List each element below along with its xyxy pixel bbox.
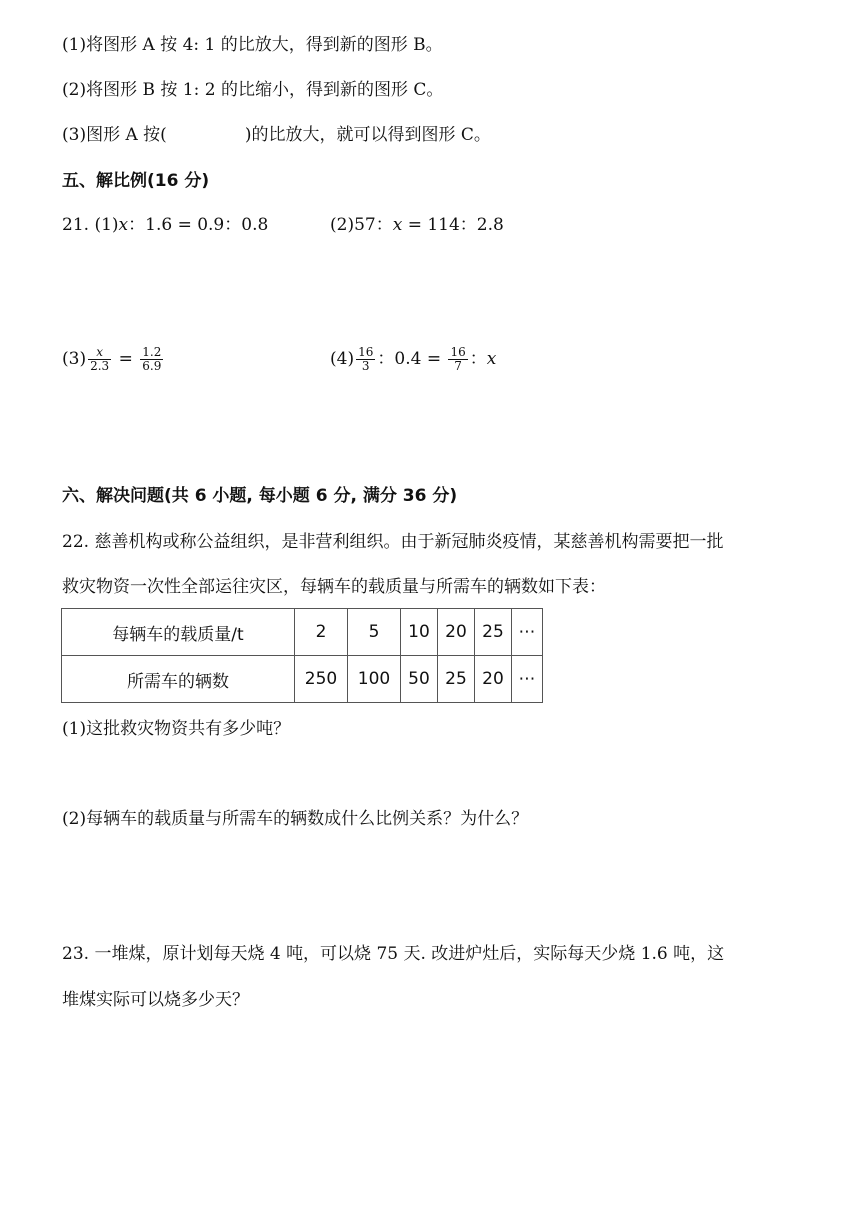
q20-part3-end: )的比放大，就可以得到图形 C。 <box>244 125 491 145</box>
table-cell: 10 <box>401 609 438 656</box>
section5-heading: 五、解比例(16 分) <box>62 171 210 191</box>
fraction-1.2-over-6.9: $\frac{1.2}{6.9}$ <box>142 345 162 373</box>
q20-part1: (1)将图形 A 按 4: 1 的比放大，得到新的图形 B。 <box>62 35 443 55</box>
table-cell: 250 <box>295 656 348 703</box>
q23-text-line2: 堆煤实际可以烧多少天？ <box>62 990 249 1010</box>
q21-part1 <box>62 213 268 237</box>
table-cell: 2 <box>295 609 348 656</box>
table-row-header: 每辆车的载质量/t <box>62 609 295 656</box>
q22-text-line2: 救灾物资一次性全部运往灾区，每辆车的载质量与所需车的辆数如下表： <box>62 577 606 597</box>
q21-part3-label: (3) <box>62 349 87 369</box>
q21-part1-rest: ：1.6 = 0.9：0.8 <box>128 215 269 235</box>
q20-part3 <box>62 123 491 147</box>
table-row-header: 所需车的辆数 <box>62 656 295 703</box>
section6-heading: 六、解决问题(共 6 小题, 每小题 6 分, 满分 36 分) <box>62 486 458 506</box>
q20-part2: (2)将图形 B 按 1: 2 的比缩小，得到新的图形 C。 <box>62 80 444 100</box>
load-vehicles-table <box>61 608 543 703</box>
table-cell: 25 <box>438 656 475 703</box>
fraction-16-over-7: $\frac{16}{7}$ <box>450 345 466 373</box>
table-cell: 20 <box>475 656 512 703</box>
q23-text-line1: 23. 一堆煤，原计划每天烧 4 吨，可以烧 75 天. 改进炉灶后，实际每天少烧 1.6 吨，这 <box>62 944 725 964</box>
q21-part2 <box>330 213 504 237</box>
q22-subquestion-2: (2)每辆车的载质量与所需车的辆数成什么比例关系？为什么？ <box>62 809 529 829</box>
table-cell: 25 <box>475 609 512 656</box>
q22-subquestion-1: (1)这批救灾物资共有多少吨？ <box>62 719 291 739</box>
table-cell: 5 <box>348 609 401 656</box>
table-cell: 100 <box>348 656 401 703</box>
fraction-x-over-2.3: $\frac{x}{2.3}$ <box>90 345 110 373</box>
q21-part4-label: (4) <box>330 349 355 369</box>
q21-label: 21. (1) <box>62 215 119 235</box>
table-cell: 50 <box>401 656 438 703</box>
table-cell: 20 <box>438 609 475 656</box>
q21-part4: (4) $\frac{16}{3}$ ：0.4 = $\frac{16}{7}$ ：x <box>330 345 497 373</box>
table-row <box>62 609 543 656</box>
q22-text-line1: 22. 慈善机构或称公益组织，是非营利组织。由于新冠肺炎疫情，某慈善机构需要把一批 <box>62 532 724 552</box>
table-cell: ⋯ <box>512 656 543 703</box>
q21-part2-rest: = 114：2.8 <box>402 215 504 235</box>
q21-part2-pre: (2)57： <box>330 215 393 235</box>
q20-part3-start: (3)图形 A 按( <box>62 125 167 145</box>
fraction-16-over-3: $\frac{16}{3}$ <box>358 345 374 373</box>
var-x: x <box>486 349 497 369</box>
table-cell: ⋯ <box>512 609 543 656</box>
q21-part3: (3) $\frac{x}{2.3}$ = $\frac{1.2}{6.9}$ <box>62 345 162 373</box>
var-x: x <box>392 215 403 235</box>
var-x: x <box>118 215 129 235</box>
table-row <box>62 656 543 703</box>
